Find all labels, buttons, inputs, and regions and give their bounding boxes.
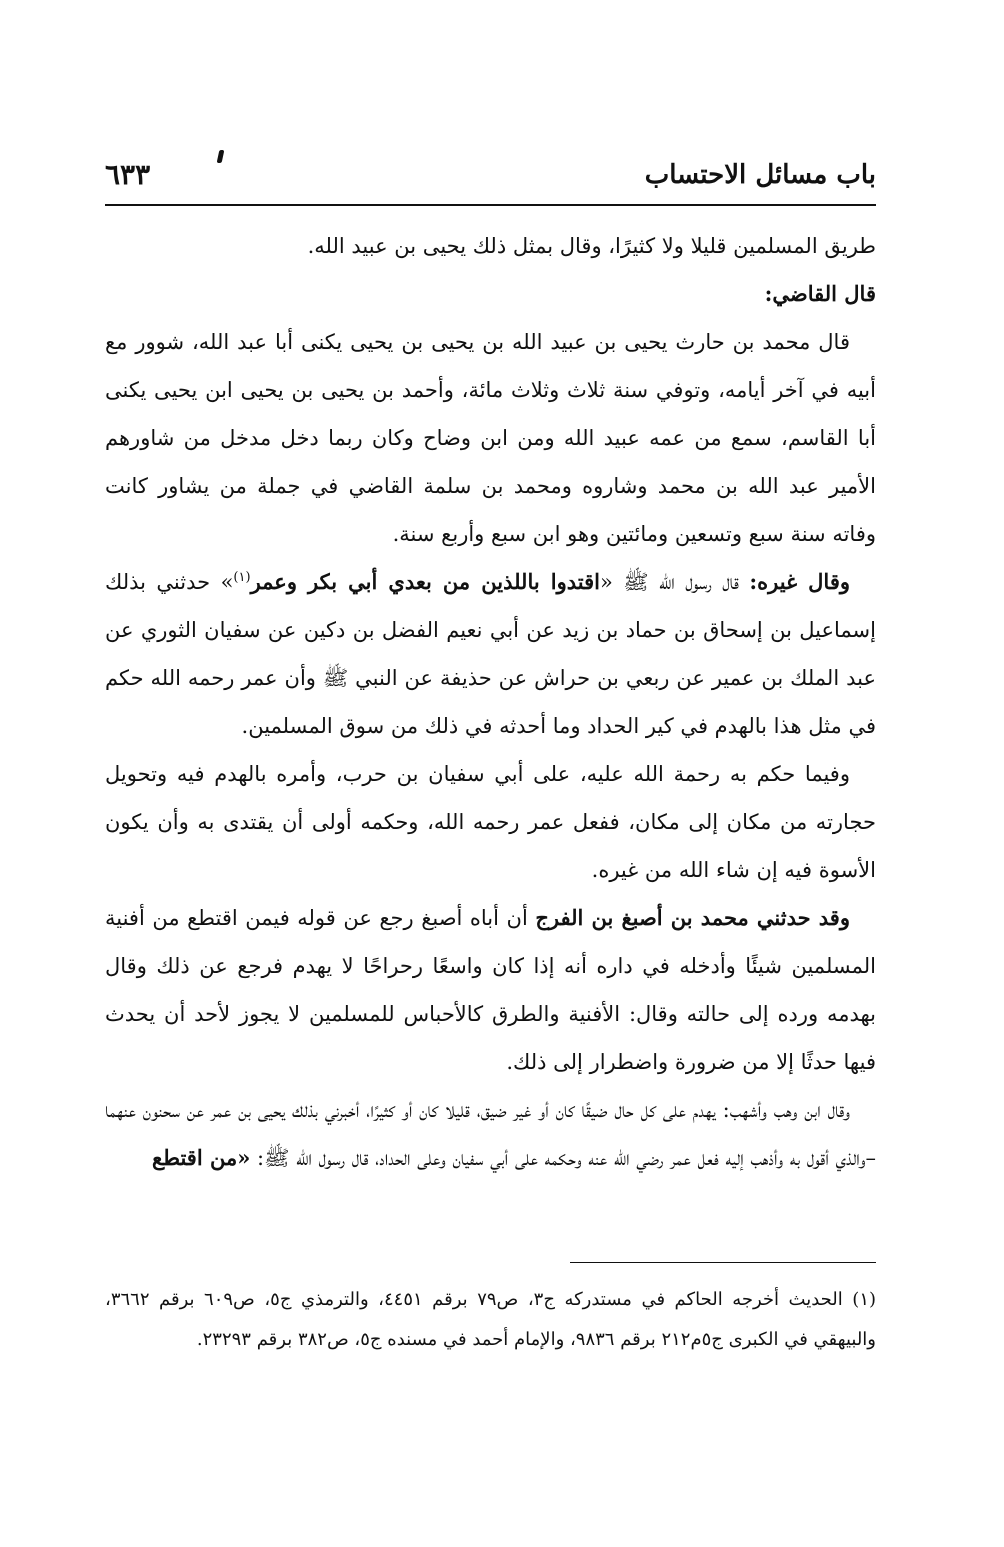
paragraph-1: طريق المسلمين قليلا ولا كثيرًا، وقال بمثل ذلك يحيى بن عبيد الله. (307, 234, 876, 258)
paragraph-5: وفيما حكم به رحمة الله عليه، على أبي سفيان بن حرب، وأمره بالهدم فيه وتحويل حجارته من مكان إلى مكان، ففعل عمر رحمه الله، وحكمه أولى أن يقتدى به وأن يكون الأسوة فيه إن شاء الله من غيره. (105, 762, 876, 882)
running-header-title: باب مسائل الاحتساب (644, 160, 876, 190)
paragraph-4-lead: وقال غيره: (749, 569, 850, 594)
footnote (105, 1280, 876, 1360)
paragraph-3: قال محمد بن حارث يحيى بن عبيد الله بن يحيى بن يحيى يكنى أبا عبد الله، شوور مع أبيه في آخر أيامه، وتوفي سنة ثلاث وثلاث مائة، وأحمد بن يحيى بن يحيى ابن يحيى يكنى أبا القاسم، سمع من عمه عبيد الله ومن ابن وضاح وكان ربما دخل مدخل من شاورهم الأمير عبد الله بن محمد وشاروه ومحمد بن سلمة القاضي في جملة من يشاور كانت وفاته سنة سبع وتسعين ومائتين وهو ابن سبع وأربع سنة. (105, 330, 876, 546)
paragraph-4-mid: قال رسول الله ﷺ « (599, 570, 739, 594)
paragraph-6-lead: وقد حدثني محمد بن أصبغ بن الفرج (535, 905, 850, 930)
paragraph-4 (105, 558, 876, 750)
footnote-reference: (١) (233, 570, 251, 585)
paragraph-6-rest: أن أباه أصبغ رجع عن قوله فيمن اقتطع من أفنية المسلمين شيئًا وأدخله في داره أنه إذا كان واسعًا رحراحًا لا يهدم فرجع عن ذلك وقال بهدمه ورده إلى حالته وقال: الأفنية والطرق كالأحباس للمسلمين لا يجوز لأحد أن يحدث فيها حدثًا إلا من ضرورة واضطرار إلى ذلك. (105, 906, 876, 1074)
main-text (105, 222, 876, 1182)
quote-close: » (220, 570, 234, 594)
paragraph-7-text: وقال ابن وهب وأشهب: يهدم على كل حال ضيقًا كان أو غير ضيق، قليلا كان أو كثيرًا، أخبرني بذلك يحيى بن عمر عن سحنون عنهما –والذي أقول به وأذهب إليه فعل عمر رضي الله عنه وحكمه على أبي سفيان وعلى الحداد، قال رسول الله ﷺ: (105, 1098, 876, 1170)
section-heading: قال القاضي: (764, 281, 876, 306)
page-number: ٦٣٣ (105, 158, 151, 191)
print-mark (217, 150, 225, 163)
footnote-1: (١) الحديث أخرجه الحاكم في مستدركه ج٣، ص٧٩ برقم ٤٤٥١، والترمذي ج٥، ص٦٠٩ برقم ٣٦٦٢، والبيهقي في الكبرى ج٥م٢١٢ برقم ٩٨٣٦، والإمام أحمد في مسنده ج٥، ص٣٨٢ برقم ٢٣٢٩٣. (105, 1289, 877, 1350)
footnote-divider (570, 1262, 876, 1263)
header-divider (105, 204, 876, 206)
paragraph-6 (105, 894, 876, 1086)
hadith-quote: اقتدوا باللذين من بعدي أبي بكر وعمر (250, 569, 600, 594)
paragraph-7 (105, 1086, 876, 1182)
paragraph-4-rest: حدثني بذلك إسماعيل بن إسحاق بن حماد بن زيد عن أبي نعيم الفضل بن دكين عن سفيان الثوري عن عبد الملك بن عمير عن ربعي بن حراش عن حذيفة عن النبي ﷺ وأن عمر رحمه الله حكم في مثل هذا بالهدم في كير الحداد وما أحدثه في ذلك من سوق المسلمين. (105, 570, 876, 738)
paragraph-7-end: «من اقتطع (152, 1145, 251, 1170)
